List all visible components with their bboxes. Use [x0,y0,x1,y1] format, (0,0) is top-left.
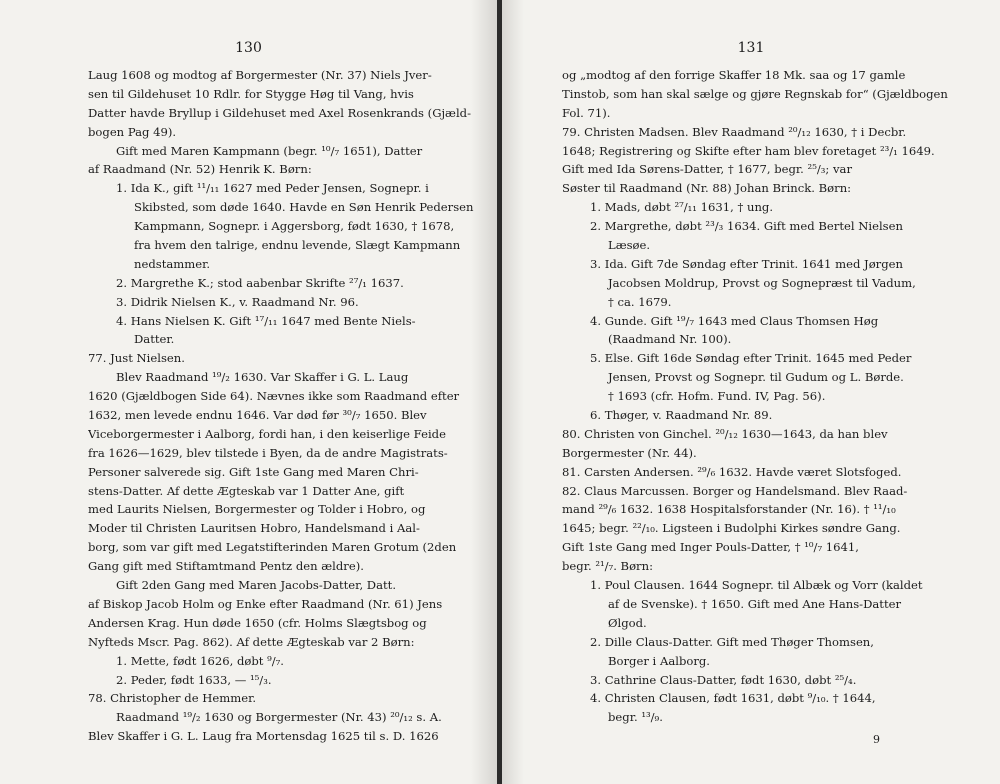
text-line: Ølgod. [608,615,647,630]
text-line: Viceborgermester i Aalborg, fordi han, i den keiserlige Feide [88,426,446,441]
text-line: Blev Raadmand ¹⁹/₂ 1630. Var Skaffer i G. L. Laug [116,370,409,385]
text-line: begr. ¹³/₉. [608,710,663,725]
text-line: sen til Gildehuset 10 Rdlr. for Stygge Høg til Vang, hvis [88,86,414,101]
text-line: 1620 (Gjældbogen Side 64). Nævnes ikke som Raadmand efter [88,389,460,404]
text-line: 1. Poul Clausen. 1644 Sognepr. til Albæk og Vorr (kaldet [590,578,923,593]
right-page-text [562,66,972,727]
text-line: 1645; begr. ²²/₁₀. Ligsteen i Budolphi Kirkes søndre Gang. [562,521,901,536]
text-line: Tinstob, som han skal sælge og gjøre Regnskab for“ (Gjældbogen [562,86,948,101]
page-number-left: 130 [235,40,262,56]
left-page [0,0,497,784]
text-line: Jensen, Provst og Sognepr. til Gudum og L. Børde. [608,370,904,385]
text-line: stens-Datter. Af dette Ægteskab var 1 Datter Ane, gift [88,483,405,498]
signature-mark: 9 [873,733,880,746]
entry-heading-line: 81. Carsten Andersen. ²⁹/₆ 1632. Havde været Slotsfoged. [562,464,902,479]
text-line: Fol. 71). [562,105,611,120]
text-line: 1632, men levede endnu 1646. Var død før ³⁰/₇ 1650. Blev [88,408,427,423]
text-line: Gift med Maren Kampmann (begr. ¹⁰/₇ 1651), Datter [116,143,423,158]
text-line: 3. Cathrine Claus-Datter, født 1630, døbt ²⁵/₄. [590,672,857,687]
text-line: † 1693 (cfr. Hofm. Fund. IV, Pag. 56). [608,389,826,404]
text-line: 1648; Registrering og Skifte efter ham blev foretaget ²³/₁ 1649. [562,143,935,158]
text-line: Jacobsen Moldrup, Provst og Sognepræst til Vadum, [608,275,916,290]
text-line: 2. Peder, født 1633, — ¹⁵/₃. [116,672,272,687]
text-line: 5. Else. Gift 16de Søndag efter Trinit. 1645 med Peder [590,351,912,366]
text-line: Nyfteds Mscr. Pag. 862). Af dette Ægteskab var 2 Børn: [88,634,415,649]
text-line: Andersen Krag. Hun døde 1650 (cfr. Holms Slægtsbog og [88,615,427,630]
text-line: fra hvem den talrige, endnu levende, Slægt Kampmann [134,238,461,253]
text-line: Personer salverede sig. Gift 1ste Gang med Maren Chri- [88,464,419,479]
text-line: 4. Hans Nielsen K. Gift ¹⁷/₁₁ 1647 med Bente Niels- [116,313,416,328]
entry-heading-line: 82. Claus Marcussen. Borger og Handelsmand. Blev Raad- [562,483,908,498]
entry-heading-line: 80. Christen von Ginchel. ²⁰/₁₂ 1630—1643, da han blev [562,426,888,441]
text-line: Borger i Aalborg. [608,653,710,668]
text-line: (Raadmand Nr. 100). [608,332,732,347]
text-line: Gang gift med Stiftamtmand Pentz den ældre). [88,559,364,574]
text-line: Søster til Raadmand (Nr. 88) Johan Brinck. Børn: [562,181,852,196]
text-line: 6. Thøger, v. Raadmand Nr. 89. [590,408,773,423]
text-line: 2. Margrethe, døbt ²³/₃ 1634. Gift med Bertel Nielsen [590,219,903,234]
text-line: Læsøe. [608,238,651,253]
page-number-right: 131 [737,40,765,56]
text-line: af Biskop Jacob Holm og Enke efter Raadmand (Nr. 61) Jens [88,596,443,611]
text-line: nedstammer. [134,256,211,271]
text-line: Gift 1ste Gang med Inger Pouls-Datter, † ¹⁰/₇ 1641, [562,540,859,555]
text-line: Gift med Ida Sørens-Datter, † 1677, begr. ²⁵/₃; var [562,162,852,177]
text-line: Skibsted, som døde 1640. Havde en Søn Henrik Pedersen [134,200,474,215]
entry-heading-line: 79. Christen Madsen. Blev Raadmand ²⁰/₁₂ 1630, † i Decbr. [562,124,907,139]
text-line: fra 1626—1629, blev tilstede i Byen, da de andre Magistrats- [88,445,448,460]
text-line: 4. Christen Clausen, født 1631, døbt ⁹/₁₀. † 1644, [590,691,876,706]
text-line: bogen Pag 49). [88,124,177,139]
text-line: † ca. 1679. [608,294,672,309]
text-line: Laug 1608 og modtog af Borgermester (Nr. 37) Niels Jver- [88,68,432,82]
right-page [502,0,1000,784]
text-line: 1. Mette, født 1626, døbt ⁹/₇. [116,653,284,668]
text-line: mand ²⁹/₆ 1632. 1638 Hospitalsforstander (Nr. 16). † ¹¹/₁₀ [562,502,896,517]
text-line: 1. Ida K., gift ¹¹/₁₁ 1627 med Peder Jensen, Sognepr. i [116,181,429,196]
text-line: Blev Skaffer i G. L. Laug fra Mortensdag 1625 til s. D. 1626 [88,729,439,744]
text-line: Raadmand ¹⁹/₂ 1630 og Borgermester (Nr. 43) ²⁰/₁₂ s. A. [116,710,442,725]
left-page-text [88,66,475,746]
text-line: 2. Dille Claus-Datter. Gift med Thøger Thomsen, [590,634,874,649]
text-line: 3. Didrik Nielsen K., v. Raadmand Nr. 96. [116,294,359,309]
entry-heading-line: 78. Christopher de Hemmer. [88,691,257,706]
text-line: 1. Mads, døbt ²⁷/₁₁ 1631, † ung. [590,200,774,215]
text-line: og „modtog af den forrige Skaffer 18 Mk. saa og 17 gamle [562,68,906,82]
text-line: Kampmann, Sognepr. i Aggersborg, født 1630, † 1678, [134,219,455,234]
text-line: 4. Gunde. Gift ¹⁹/₇ 1643 med Claus Thomsen Høg [590,313,879,328]
text-line: begr. ²¹/₇. Børn: [562,559,653,574]
text-line: borg, som var gift med Legatstifterinden Maren Grotum (2den [88,540,457,555]
text-line: Datter havde Bryllup i Gildehuset med Axel Rosenkrands (Gjæld- [88,105,471,120]
entry-heading-line: 77. Just Nielsen. [88,351,185,366]
text-line: Datter. [134,332,175,347]
text-line: af Raadmand (Nr. 52) Henrik K. Børn: [88,162,312,177]
text-line: 3. Ida. Gift 7de Søndag efter Trinit. 1641 med Jørgen [590,256,903,271]
text-line: Borgermester (Nr. 44). [562,445,697,460]
text-line: Moder til Christen Lauritsen Hobro, Handelsmand i Aal- [88,521,420,536]
text-line: med Laurits Nielsen, Borgermester og Tolder i Hobro, og [88,502,426,517]
text-line: af de Svenske). † 1650. Gift med Ane Hans-Datter [608,596,902,611]
text-line: 2. Margrethe K.; stod aabenbar Skrifte ²⁷/₁ 1637. [116,275,404,290]
text-line: Gift 2den Gang med Maren Jacobs-Datter, Datt. [116,578,397,593]
